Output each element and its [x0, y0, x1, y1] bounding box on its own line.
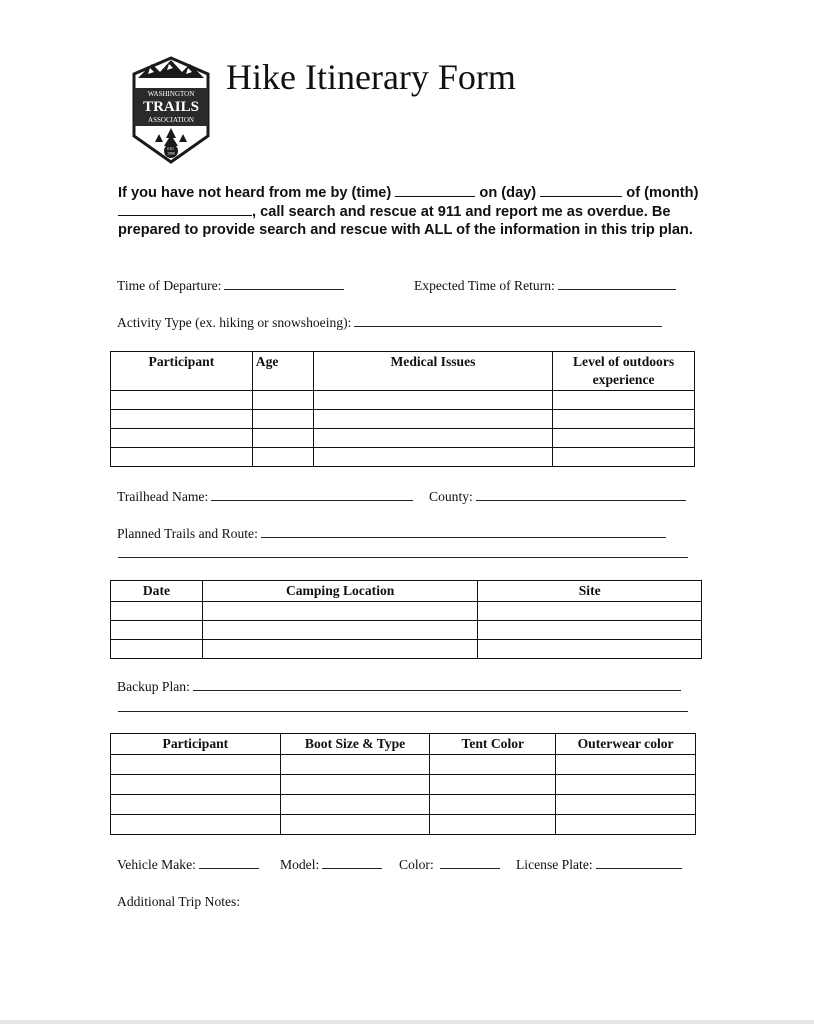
table-row	[111, 775, 696, 795]
cell[interactable]	[202, 621, 478, 640]
backup-field[interactable]	[193, 680, 681, 691]
cell[interactable]	[430, 755, 556, 775]
activity-label: Activity Type (ex. hiking or snowshoeing):	[117, 315, 352, 330]
logo-text-bottom: ASSOCIATION	[148, 116, 194, 124]
model-field[interactable]	[322, 858, 382, 869]
cell[interactable]	[556, 795, 696, 815]
cell[interactable]	[280, 755, 430, 775]
vehicle-make-field[interactable]	[199, 858, 259, 869]
header-participant: Participant	[111, 734, 281, 755]
trailhead-label: Trailhead Name:	[117, 489, 209, 504]
table-row	[111, 391, 695, 410]
model-row	[280, 857, 382, 873]
notes-row	[117, 894, 240, 910]
route-extra-line[interactable]	[118, 557, 688, 558]
cell[interactable]	[313, 410, 552, 429]
backup-extra-line[interactable]	[118, 711, 688, 712]
overdue-notice	[118, 184, 703, 240]
cell[interactable]	[478, 640, 702, 659]
cell[interactable]	[111, 795, 281, 815]
header-age: Age	[252, 352, 313, 391]
activity-row	[117, 315, 662, 331]
backup-row	[117, 679, 681, 695]
logo-year: 1966	[167, 151, 175, 156]
cell[interactable]	[478, 621, 702, 640]
license-plate-row	[516, 857, 682, 873]
cell[interactable]	[556, 755, 696, 775]
table-row	[111, 755, 696, 775]
color-field[interactable]	[440, 858, 500, 869]
header-outerwear-color: Outerwear color	[556, 734, 696, 755]
cell[interactable]	[280, 775, 430, 795]
camping-table	[110, 580, 702, 659]
return-label: Expected Time of Return:	[414, 278, 555, 293]
table-row	[111, 410, 695, 429]
county-label: County:	[429, 489, 473, 504]
cell[interactable]	[553, 429, 695, 448]
vehicle-make-label: Vehicle Make:	[117, 857, 196, 872]
cell[interactable]	[111, 391, 253, 410]
day-blank[interactable]	[540, 185, 622, 197]
vehicle-make-row	[117, 857, 259, 873]
activity-field[interactable]	[354, 316, 662, 327]
header-medical-issues: Medical Issues	[313, 352, 552, 391]
table-row	[111, 448, 695, 467]
cell[interactable]	[111, 410, 253, 429]
model-label: Model:	[280, 857, 320, 872]
notice-text-4: , call search and rescue at 911 and report me as overdue. Be prepared to provide search and rescue with ALL of the information in this trip plan.	[118, 203, 693, 239]
cell[interactable]	[478, 602, 702, 621]
page-edge	[0, 1020, 814, 1024]
cell[interactable]	[252, 448, 313, 467]
notes-label: Additional Trip Notes:	[117, 894, 241, 909]
route-field[interactable]	[261, 527, 666, 538]
cell[interactable]	[313, 391, 552, 410]
cell[interactable]	[202, 640, 478, 659]
header-date: Date	[111, 581, 203, 602]
cell[interactable]	[111, 775, 281, 795]
header-site: Site	[478, 581, 702, 602]
cell[interactable]	[556, 815, 696, 835]
cell[interactable]	[313, 429, 552, 448]
header-tent-color: Tent Color	[430, 734, 556, 755]
cell[interactable]	[430, 795, 556, 815]
cell[interactable]	[553, 448, 695, 467]
trailhead-field[interactable]	[211, 490, 413, 501]
departure-field[interactable]	[224, 279, 344, 290]
table-row	[111, 795, 696, 815]
logo-text-main: TRAILS	[143, 99, 199, 115]
route-label: Planned Trails and Route:	[117, 526, 258, 541]
month-blank[interactable]	[118, 204, 252, 216]
route-row	[117, 526, 666, 542]
color-row	[399, 857, 500, 873]
notice-text-2: on (day)	[479, 185, 537, 201]
departure-row	[117, 278, 344, 294]
cell[interactable]	[280, 815, 430, 835]
cell[interactable]	[111, 429, 253, 448]
notice-text-1: If you have not heard from me by (time)	[118, 185, 392, 201]
cell[interactable]	[202, 602, 478, 621]
color-label: Color:	[399, 857, 434, 872]
cell[interactable]	[111, 602, 203, 621]
cell[interactable]	[111, 755, 281, 775]
return-row	[414, 278, 676, 294]
page-title: Hike Itinerary Form	[226, 57, 516, 97]
cell[interactable]	[252, 429, 313, 448]
cell[interactable]	[252, 391, 313, 410]
backup-label: Backup Plan:	[117, 679, 190, 694]
departure-label: Time of Departure:	[117, 278, 222, 293]
return-field[interactable]	[558, 279, 676, 290]
cell[interactable]	[111, 621, 203, 640]
logo-text-top: WASHINGTON	[147, 90, 195, 98]
header-experience: Level of outdoors experience	[553, 352, 695, 391]
cell[interactable]	[313, 448, 552, 467]
county-row	[429, 489, 686, 505]
table-row	[111, 602, 702, 621]
cell[interactable]	[252, 410, 313, 429]
header-camping-location: Camping Location	[202, 581, 478, 602]
license-plate-label: License Plate:	[516, 857, 593, 872]
time-blank[interactable]	[395, 185, 475, 197]
cell[interactable]	[111, 640, 203, 659]
cell[interactable]	[430, 815, 556, 835]
header-participant: Participant	[111, 352, 253, 391]
logo-est: EST.	[167, 147, 175, 151]
table-row	[111, 429, 695, 448]
table-row	[111, 815, 696, 835]
cell[interactable]	[556, 775, 696, 795]
license-plate-field[interactable]	[596, 858, 682, 869]
participants-table	[110, 351, 695, 467]
cell[interactable]	[430, 775, 556, 795]
cell[interactable]	[111, 815, 281, 835]
header-boot-size: Boot Size & Type	[280, 734, 430, 755]
table-row	[111, 621, 702, 640]
washington-trails-association-logo	[130, 56, 212, 164]
gear-table	[110, 733, 696, 835]
cell[interactable]	[111, 448, 253, 467]
cell[interactable]	[280, 795, 430, 815]
cell[interactable]	[553, 391, 695, 410]
trailhead-row	[117, 489, 413, 505]
notice-text-3: of (month)	[626, 185, 699, 201]
county-field[interactable]	[476, 490, 686, 501]
cell[interactable]	[553, 410, 695, 429]
table-row	[111, 640, 702, 659]
